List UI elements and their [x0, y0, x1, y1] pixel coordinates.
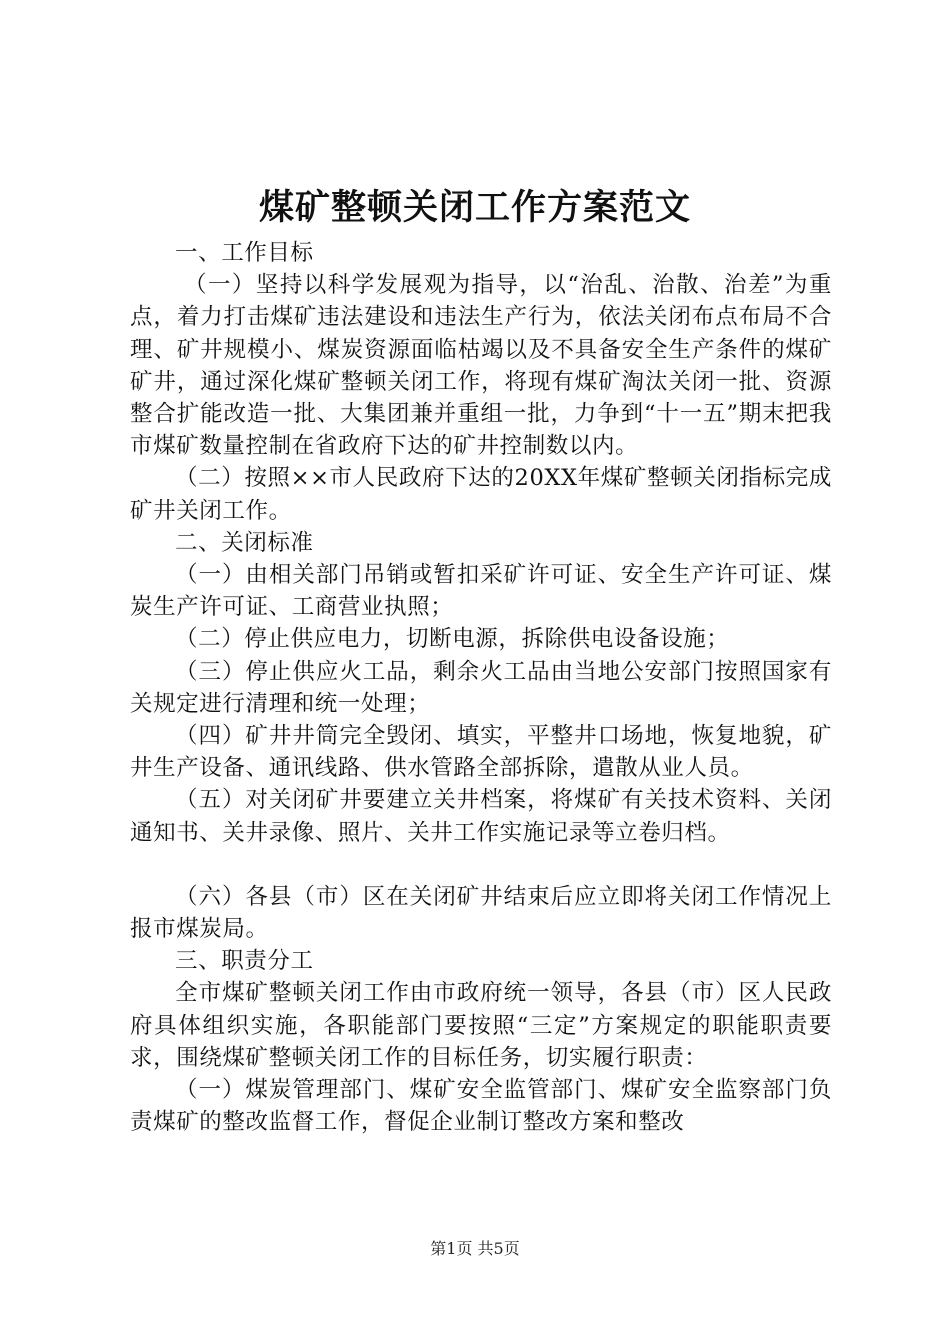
- paragraph: （四）矿井井筒完全毁闭、填实，平整井口场地，恢复地貌，矿井生产设备、通讯线路、供水管路全部拆除，遣散从业人员。: [130, 723, 832, 782]
- paragraph: （三）停止供应火工品，剩余火工品由当地公安部门按照国家有关规定进行清理和统一处理；: [130, 658, 832, 717]
- section-heading: 二、关闭标准: [175, 529, 314, 556]
- paragraph: （一）由相关部门吊销或暂扣采矿许可证、安全生产许可证、煤炭生产许可证、工商营业执照；: [130, 562, 832, 621]
- paragraph-gap: [130, 849, 832, 881]
- document-title: 煤矿整顿关闭工作方案范文: [258, 187, 691, 228]
- page-footer: 第1页 共5页: [430, 1239, 520, 1258]
- paragraph: 全市煤矿整顿关闭工作由市政府统一领导，各县（市）区人民政府具体组织实施，各职能部门要按照“三定”方案规定的职能职责要求，围绕煤矿整顿关闭工作的目标任务，切实履行职责：: [130, 980, 832, 1071]
- paragraph: （二）停止供应电力，切断电源，拆除供电设备设施；: [175, 626, 730, 653]
- paragraph: （一）坚持以科学发展观为指导，以“治乱、治散、治差”为重点，着力打击煤矿违法建设和违法生产行为，依法关闭布点布局不合理、矿井规模小、煤炭资源面临枯竭以及不具备安全生产条件的煤矿矿井，通过深化煤矿整顿关闭工作，将现有煤矿淘汰关闭一批、资源整合扩能改造一批、大集团兼并重组一批，力争到“十一五”期末把我市煤矿数量控制在省政府下达的矿井控制数以内。: [130, 272, 832, 460]
- paragraph: （五）对关闭矿井要建立关井档案，将煤矿有关技术资料、关闭通知书、关井录像、照片、关井工作实施记录等立卷归档。: [130, 787, 832, 846]
- document-body: [130, 237, 832, 1138]
- paragraph: （一）煤炭管理部门、煤矿安全监管部门、煤矿安全监察部门负责煤矿的整改监督工作，督促企业制订整改方案和整改: [130, 1077, 832, 1136]
- paragraph: （二）按照××市人民政府下达的20XX年煤矿整顿关闭指标完成矿井关闭工作。: [130, 465, 832, 524]
- section-heading: 一、工作目标: [175, 240, 314, 266]
- section-heading: 三、职责分工: [175, 948, 314, 975]
- paragraph: （六）各县（市）区在关闭矿井结束后应立即将关闭工作情况上报市煤炭局。: [130, 883, 832, 943]
